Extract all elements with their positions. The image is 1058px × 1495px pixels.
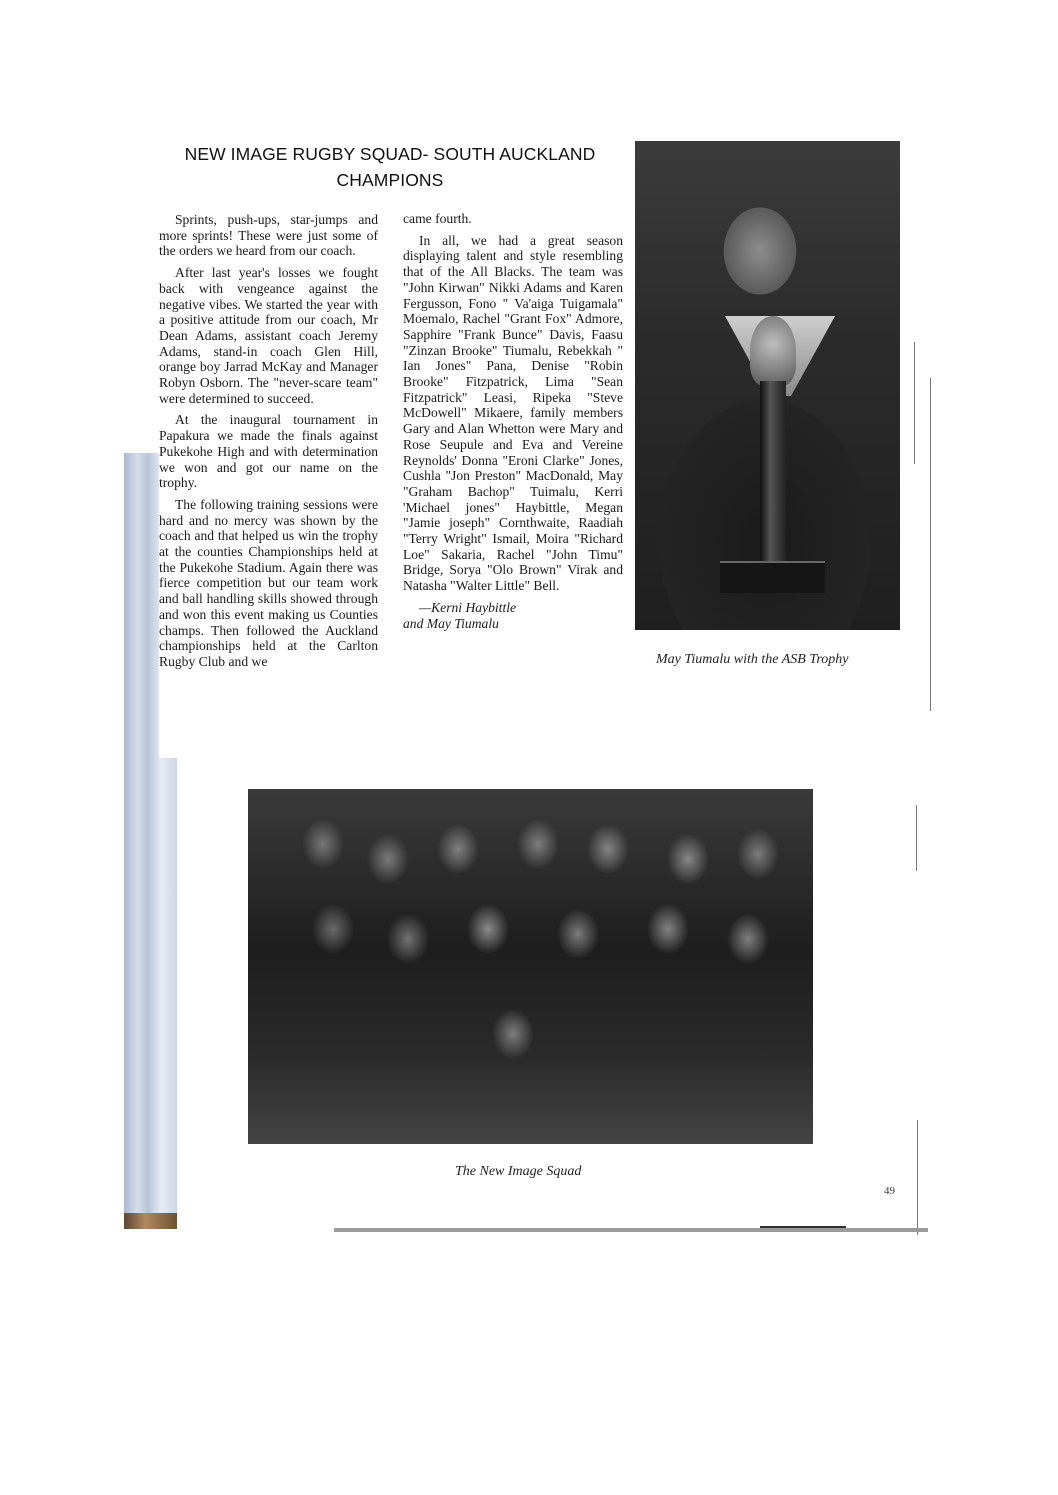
paragraph: In all, we had a great season displaying talent and style resembling that of the All Blacks. The team was "John Kirwan" Nikki Adams and Karen Fergusson, Fono " Va'aiga Tuigamala" Moemalo, Rachel "Grant Fox" Admore, Sapphire "Frank Bunce" Davis, Faasu "Zinzan Brooke" Tiumalu, Rebekkah " Ian Jones" Pana, Denise "Robin Brooke" Fitzpatrick, Lima "Sean Fitzpatrick" Leasi, Ripeka "Steve McDowell" Mikaere, family members Gary and Alan Whetton were Mary and Rose Seupule and Eva and Vereine Reynolds' Donna "Eroni Clarke" Jones, Cushla "Jon Preston" MacDonald, May "Graham Bachop" Tuimalu, Kerri 'Michael jones" Haybittle, Megan "Jamie joseph" Cornthwaite, Raadiah "Terry Wright" Ismail, Moira "Richard Loe" Sakaria, Rachel "John Timu" Bridge, Sorya "Olo Brown" Virak and Natasha "Walter Little" Bell. xyxy=(403,232,623,594)
page-number: 49 xyxy=(884,1185,895,1197)
trophy-cup-shape xyxy=(750,316,796,386)
photo-caption-may: May Tiumalu with the ASB Trophy xyxy=(656,652,849,667)
paragraph: Sprints, push-ups, star-jumps and more sprints! These were just some of the orders we heard from our coach. xyxy=(159,212,378,259)
paragraph: After last year's losses we fought back with vengeance against the negative vibes. We started the year with a positive attitude from our coach, Mr Dean Adams, assistant coach Jeremy Adams, stand-in coach Glen Hill, orange boy Jarrad McKay and Manager Robyn Osborn. The "never-scare team" were determined to succeed. xyxy=(159,265,378,406)
title-line-1: NEW IMAGE RUGBY SQUAD- SOUTH AUCKLAND xyxy=(184,144,596,164)
byline-line-2: and May Tiumalu xyxy=(403,615,499,631)
scan-edge-line xyxy=(917,1120,918,1235)
scan-edge-line xyxy=(914,342,915,464)
article-title xyxy=(150,141,630,193)
byline-line-1: —Kerni Haybittle xyxy=(419,599,517,615)
photo-team-squad xyxy=(248,789,813,1144)
bottom-rule xyxy=(334,1228,928,1232)
article-column-2 xyxy=(403,211,623,638)
scan-edge-line xyxy=(916,805,917,871)
bottom-rule-short xyxy=(760,1226,846,1228)
paragraph: came fourth. xyxy=(403,211,472,226)
byline xyxy=(403,600,623,632)
trophy-base-shape xyxy=(720,561,825,593)
scan-spine-edge xyxy=(124,1213,177,1229)
scan-edge-line xyxy=(930,378,931,711)
paragraph: The following training sessions were hard and no mercy was shown by the coach and that helped us win the trophy at the counties Championships held at the Pukekohe Stadium. Again there was fierce competition but our team work and ball handling skills showed through and won this event making us Counties champs. Then followed the Auckland championships held at the Carlton Rugby Club and we xyxy=(159,496,378,669)
photo-caption-squad: The New Image Squad xyxy=(455,1164,582,1179)
trophy-stem-shape xyxy=(760,381,786,571)
title-line-2: CHAMPIONS xyxy=(336,170,444,190)
paragraph: At the inaugural tournament in Papakura we made the finals against Pukekohe High and with determination we won and got our name on the trophy. xyxy=(159,412,378,491)
article-column-1 xyxy=(159,212,378,676)
photo-may-with-trophy xyxy=(635,141,900,630)
